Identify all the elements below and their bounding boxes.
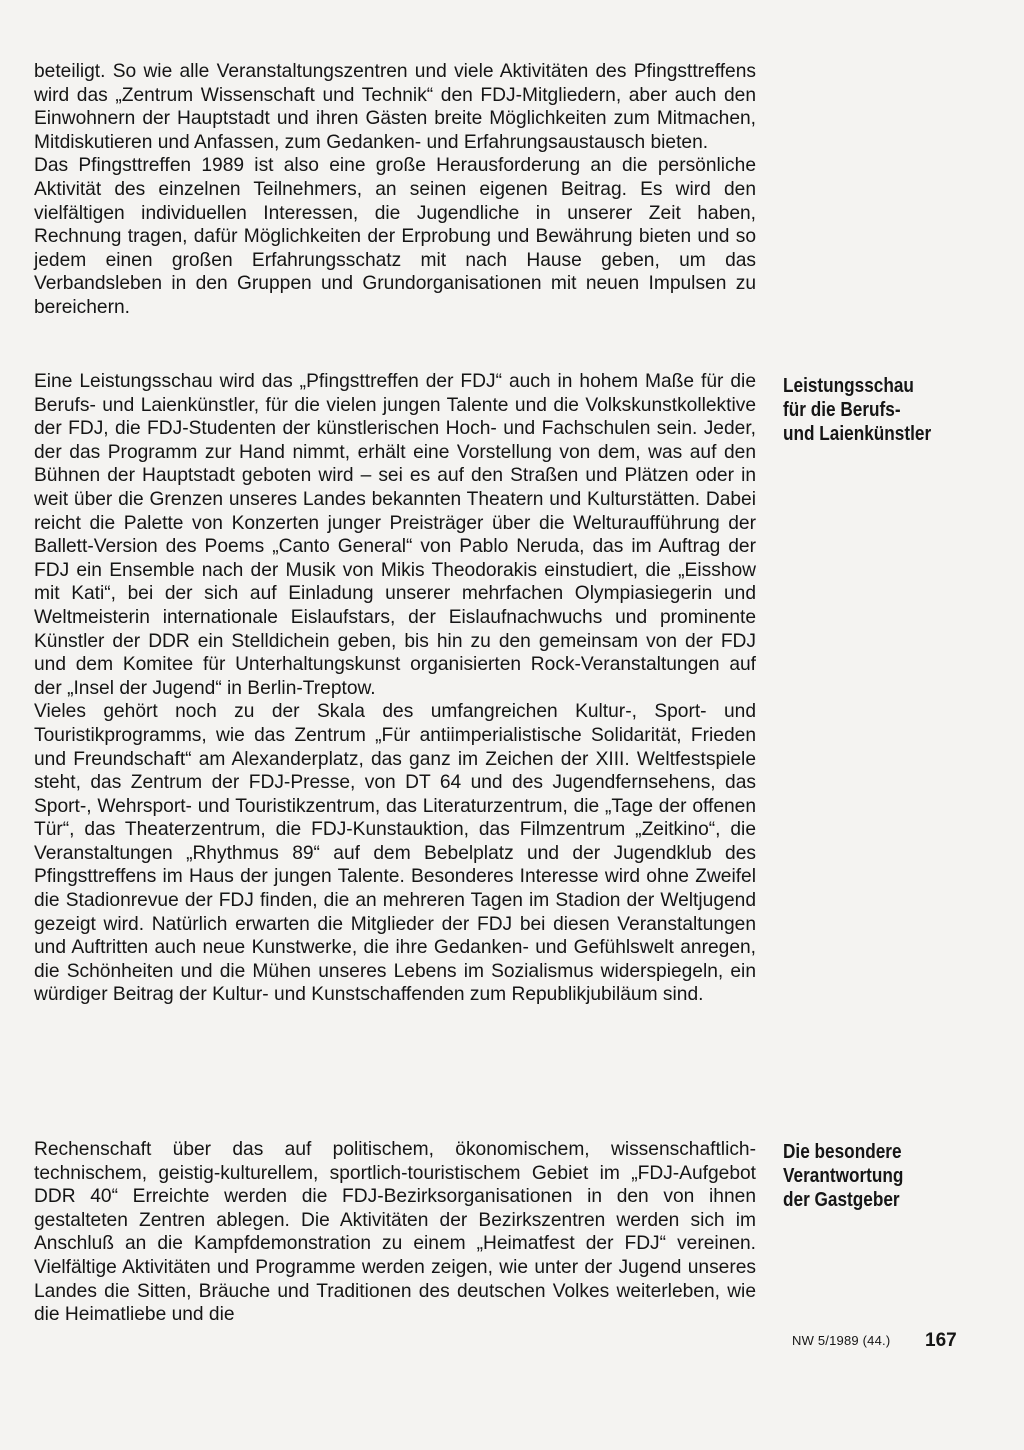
margin-note-line: der Gastgeber — [783, 1189, 900, 1211]
paragraph: Das Pfingsttreffen 1989 ist also eine große Herausforderung an die persönliche Aktivität des einzelnen Teilnehmers, an seinen eigenen Beitrag. Es wird den vielfältigen individuellen Interessen, die Jugendliche in unserer Zeit haben, Rechnung tragen, dafür Möglichkeiten der Erprobung und Bewährung bieten und so jedem einen großen Erfahrungsschatz mit nach Hause geben, um das Verbandsleben in den Gruppen und Grundorganisationen mit neuen Impulsen zu bereichern. — [34, 155, 756, 318]
margin-note-line: Die besondere — [783, 1141, 902, 1163]
margin-note-line: Leistungsschau — [783, 375, 914, 397]
margin-note-leistungsschau — [783, 374, 955, 446]
paragraph: beteiligt. So wie alle Veranstaltungszentren und viele Aktivitäten des Pfingsttreffens wird das „Zentrum Wissenschaft und Technik“ den FDJ-Mitgliedern, aber auch den Einwohnern der Hauptstadt und ihren Gästen breite Möglichkeiten zum Mitmachen, Mitdiskutieren und Anfassen, zum Gedanken- und Erfahrungsaustausch bieten. — [34, 61, 756, 153]
issue-reference: NW 5/1989 (44.) — [792, 1333, 891, 1348]
paragraph: Eine Leistungsschau wird das „Pfingsttreffen der FDJ“ auch in hohem Maße für die Berufs- und Laienkünstler, für die vielen jungen Talente und die Volkskunstkollektive der FDJ, die FDJ-Studenten der künstlerischen Hoch- und Fachschulen sein. Jeder, der das Programm zur Hand nimmt, erhält eine Vorstellung von dem, was auf den Bühnen der Hauptstadt geboten wird – sei es auf den Straßen und Plätzen oder in weit über die Grenzen unseres Landes bekannten Theatern und Kulturstätten. Dabei reicht die Palette von Konzerten junger Preisträger über die Welturaufführung der Ballett-Version des Poems „Canto General“ von Pablo Neruda, das im Auftrag der FDJ ein Ensemble nach der Musik von Mikis Theodorakis einstudiert, die „Eisshow mit Kati“, bei der sich auf Einladung unserer mehrfachen Olympiasiegerin und Weltmeisterin internationale Eislaufstars, der Eislaufnachwuchs und prominente Künstler der DDR ein Stelldichein geben, bis hin zu den gemeinsam von der FDJ und dem Komitee für Unterhaltungskunst organisierten Rock-Veranstaltungen auf der „Insel der Jugend“ in Berlin-Treptow. — [34, 371, 756, 699]
page-number: 167 — [925, 1330, 957, 1351]
text-section-leistungsschau — [34, 370, 756, 1007]
margin-note-gastgeber — [783, 1140, 955, 1212]
text-section-intro — [34, 60, 756, 320]
paragraph: Rechenschaft über das auf politischem, ökonomischem, wissenschaftlich-technischem, geistig-kulturellem, sportlich-touristischem Gebiet im „FDJ-Aufgebot DDR 40“ Erreichte werden die FDJ-Bezirksorganisationen in den von ihnen gestalteten Zentren ablegen. Die Aktivitäten der Bezirkszentren werden sich im Anschluß an die Kampfdemonstration zu einem „Heimatfest der FDJ“ vereinen. Vielfältige Aktivitäten und Programme werden zeigen, wie unter der Jugend unseres Landes die Sitten, Bräuche und Traditionen des deutschen Volkes weiterleben, wie die Heimatliebe und die — [34, 1139, 756, 1326]
margin-note-line: Verantwortung — [783, 1165, 904, 1187]
margin-note-line: für die Berufs- — [783, 399, 901, 421]
text-section-gastgeber — [34, 1138, 756, 1327]
paragraph: Vieles gehört noch zu der Skala des umfangreichen Kultur-, Sport- und Touristikprogramms, wie das Zentrum „Für antiimperialistische Solidarität, Frieden und Freundschaft“ am Alexanderplatz, das ganz im Zeichen der XIII. Weltfestspiele steht, das Zentrum der FDJ-Presse, von DT 64 und des Jugendfernsehens, das Sport-, Wehrsport- und Touristikzentrum, das Literaturzentrum, die „Tage der offenen Tür“, das Theaterzentrum, die FDJ-Kunstauktion, das Filmzentrum „Zeitkino“, die Veranstaltungen „Rhythmus 89“ auf dem Bebelplatz und der Jugendklub des Pfingsttreffens im Haus der jungen Talente. Besonderes Interesse wird ohne Zweifel die Stadionrevue der FDJ finden, die an mehreren Tagen im Stadion der Weltjugend gezeigt wird. Natürlich erwarten die Mitglieder der FDJ bei diesen Veranstaltungen und Auftritten auch neue Kunstwerke, die ihre Gedanken- und Gefühlswelt anregen, die Schönheiten und die Mühen unseres Lebens im Sozialismus widerspiegeln, ein würdiger Beitrag der Kultur- und Kunstschaffenden zum Republikjubiläum sind. — [34, 701, 756, 1006]
margin-note-line: und Laienkünstler — [783, 423, 932, 445]
